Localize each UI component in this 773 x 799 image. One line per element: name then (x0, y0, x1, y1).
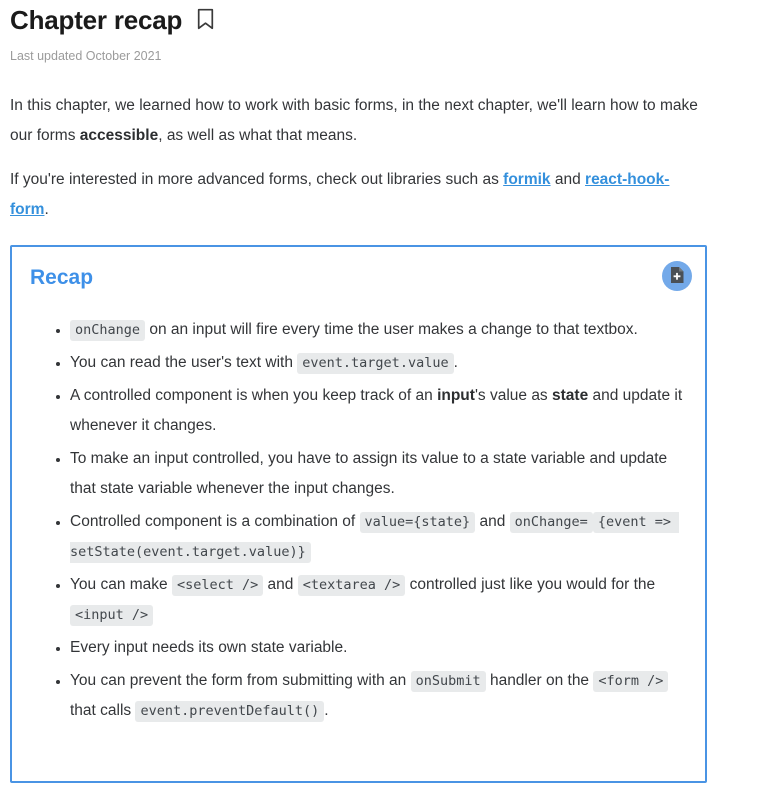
last-updated: Last updated October 2021 (10, 49, 162, 63)
intro-paragraph-2: If you're interested in more advanced forms, check out libraries such as formik and react-hook-form. (10, 171, 670, 218)
inline-code: <textarea /> (298, 575, 406, 596)
inline-code: event.preventDefault() (135, 701, 324, 722)
inline-code: onChange= (510, 512, 593, 533)
recap-list-item: • A controlled component is when you keep track of an input's value as state and update it whenever it changes. (70, 381, 685, 441)
inline-code: {event => setState(event.target.value)} (70, 512, 679, 563)
recap-list-item: • To make an input controlled, you have to assign its value to a state variable and update that state variable whenever the input changes. (70, 444, 685, 504)
react-hook-form-link[interactable]: react-hook-form (10, 171, 670, 218)
add-note-button[interactable] (662, 261, 692, 291)
bold-text: state (552, 387, 589, 404)
recap-list-item: • You can read the user's text with event.target.value . (70, 348, 685, 378)
inline-code: value={state} (360, 512, 476, 533)
recap-list-item: • You can make <select /> and <textarea /> controlled just like you would for the <input /> (70, 570, 685, 630)
inline-code: <input /> (70, 605, 153, 626)
inline-code: onSubmit (411, 671, 486, 692)
page-title: Chapter recap (10, 5, 183, 35)
recap-list-item: • onChange on an input will fire every time the user makes a change to that textbox. (70, 315, 685, 345)
formik-link[interactable]: formik (503, 171, 551, 188)
inline-code: onChange (70, 320, 145, 341)
inline-code: event.target.value (297, 353, 453, 374)
recap-list-item: • Controlled component is a combination of value={state} and onChange= {event => setState(event.target.value)} (70, 507, 685, 567)
bold-text: input (437, 387, 475, 404)
recap-title: Recap (30, 266, 94, 289)
inline-code: <form /> (593, 671, 668, 692)
recap-list-item: • Every input needs its own state variable. (70, 633, 685, 663)
recap-list (30, 315, 685, 726)
recap-list-item: • You can prevent the form from submitting with an onSubmit handler on the <form /> that calls event.preventDefault() . (70, 666, 685, 726)
heading-row (10, 4, 773, 36)
intro-paragraph-1: In this chapter, we learned how to work with basic forms, in the next chapter, we'll learn how to make our forms accessible, as well as what that means. (10, 97, 698, 144)
bold-text: accessible (79, 127, 159, 144)
inline-code: <select /> (172, 575, 263, 596)
bookmark-button[interactable] (197, 8, 214, 33)
file-plus-icon (670, 267, 684, 286)
bookmark-icon (197, 8, 214, 33)
recap-card (10, 245, 707, 783)
